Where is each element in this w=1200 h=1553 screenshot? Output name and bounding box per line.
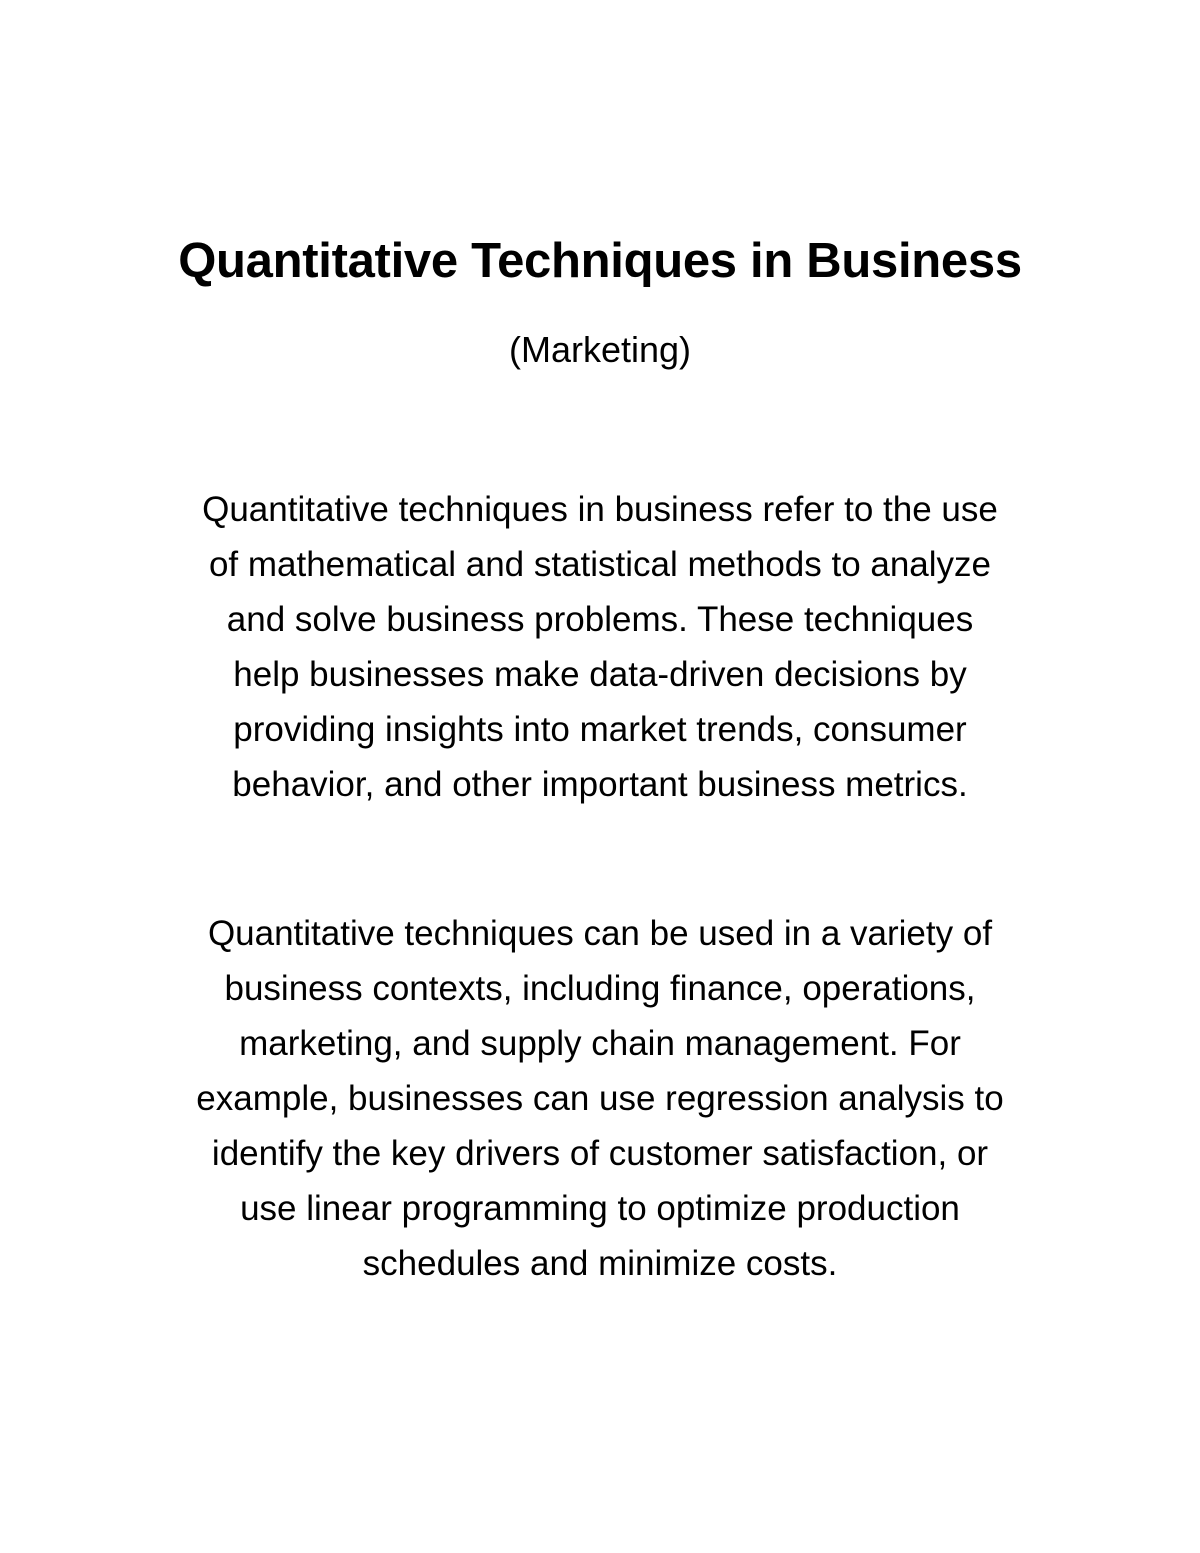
paragraph-line: of mathematical and statistical methods to analyze bbox=[208, 545, 992, 584]
paragraph-line: use linear programming to optimize production bbox=[240, 1189, 960, 1228]
paragraph-line: behavior, and other important business metrics. bbox=[232, 765, 968, 804]
paragraph-line: providing insights into market trends, consumer bbox=[233, 710, 967, 749]
paragraph-line: marketing, and supply chain management. For bbox=[239, 1024, 961, 1063]
paragraph-line: identify the key drivers of customer satisfaction, or bbox=[211, 1134, 989, 1173]
document-subtitle: (Marketing) bbox=[508, 329, 692, 370]
paragraph-line: Quantitative techniques can be used in a variety of bbox=[207, 914, 993, 953]
paragraph-line: example, businesses can use regression analysis to bbox=[196, 1079, 1004, 1118]
paragraph-line: schedules and minimize costs. bbox=[362, 1244, 838, 1283]
paragraph-line: and solve business problems. These techniques bbox=[226, 600, 974, 639]
paragraph-intro bbox=[120, 482, 1080, 812]
paragraph-line: business contexts, including finance, operations, bbox=[224, 969, 976, 1008]
document-title: Quantitative Techniques in Business bbox=[178, 234, 1022, 288]
paragraph-line: Quantitative techniques in business refer to the use bbox=[202, 490, 998, 529]
paragraph-line: help businesses make data-driven decisions by bbox=[233, 655, 967, 694]
paragraph-applications bbox=[120, 906, 1080, 1291]
